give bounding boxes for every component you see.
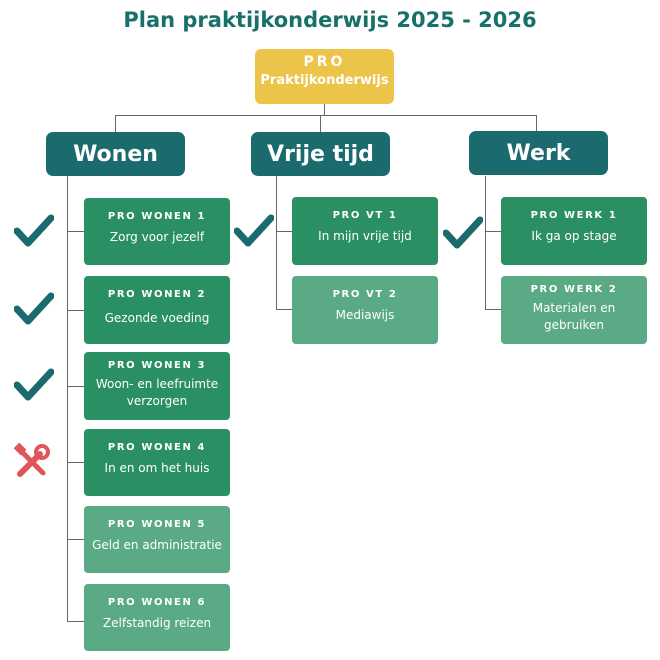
category-werk: Werk <box>469 131 608 175</box>
card-pro-werk-1[interactable] <box>501 197 647 265</box>
card-label: Geld en administratie <box>92 538 222 552</box>
card-label: Materialen en gebruiken <box>532 301 616 332</box>
check-icon <box>14 212 54 248</box>
card-pro-wonen-4[interactable] <box>84 429 230 496</box>
connector-wonen <box>115 115 116 132</box>
card-label: Mediawijs <box>335 308 395 322</box>
check-icon <box>14 290 54 326</box>
card-label: In mijn vrije tijd <box>318 229 412 243</box>
card-code: PRO WONEN 1 <box>107 211 207 222</box>
card-pro-werk-2[interactable] <box>501 276 647 344</box>
werk-branch-2 <box>485 309 501 310</box>
wonen-trunk <box>67 176 68 622</box>
wonen-branch-6 <box>67 621 84 622</box>
card-code: PRO WERK 1 <box>530 210 618 221</box>
card-label: Woon- en leefruimte verzorgen <box>95 377 219 408</box>
connector-vrije-tijd <box>320 115 321 132</box>
wonen-branch-5 <box>67 539 84 540</box>
card-label: Zelfstandig reizen <box>102 616 212 630</box>
wonen-branch-2 <box>67 310 84 311</box>
card-label: Gezonde voeding <box>104 311 210 325</box>
card-code: PRO WONEN 3 <box>107 360 207 371</box>
card-code: PRO WONEN 2 <box>107 289 207 300</box>
connector-horizontal <box>115 115 536 116</box>
card-label: In en om het huis <box>104 461 210 475</box>
category-vrije-tijd: Vrije tijd <box>251 132 390 176</box>
check-icon <box>234 212 274 248</box>
werk-branch-1 <box>485 231 501 232</box>
page-title: Plan praktijkonderwijs 2025 - 2026 <box>123 8 537 32</box>
wonen-branch-3 <box>67 386 84 387</box>
card-code: PRO WERK 2 <box>530 284 618 295</box>
connector-root-down <box>324 104 325 115</box>
connector-werk <box>536 115 537 132</box>
card-label: Zorg voor jezelf <box>109 230 205 244</box>
card-code: PRO VT 2 <box>332 289 398 300</box>
card-pro-wonen-1[interactable] <box>84 198 230 265</box>
card-pro-wonen-5[interactable] <box>84 506 230 573</box>
card-code: PRO WONEN 5 <box>107 519 207 530</box>
root-code: PRO <box>303 54 346 70</box>
werk-trunk <box>485 176 486 310</box>
card-pro-wonen-3[interactable] <box>84 352 230 420</box>
card-code: PRO WONEN 6 <box>107 597 207 608</box>
card-code: PRO VT 1 <box>332 210 398 221</box>
vrije-tijd-branch-1 <box>276 231 292 232</box>
check-icon <box>443 214 483 250</box>
vrije-tijd-trunk <box>276 176 277 310</box>
root-node <box>255 49 394 104</box>
card-label: Ik ga op stage <box>531 229 617 243</box>
wonen-branch-1 <box>67 231 84 232</box>
card-code: PRO WONEN 4 <box>107 442 207 453</box>
card-pro-vt-2[interactable] <box>292 276 438 344</box>
category-wonen: Wonen <box>46 132 185 176</box>
wonen-branch-4 <box>67 462 84 463</box>
tools-icon <box>12 442 52 482</box>
root-name: Praktijkonderwijs <box>260 73 389 88</box>
card-pro-vt-1[interactable] <box>292 197 438 265</box>
card-pro-wonen-6[interactable] <box>84 584 230 651</box>
card-pro-wonen-2[interactable] <box>84 276 230 344</box>
check-icon <box>14 366 54 402</box>
vrije-tijd-branch-2 <box>276 309 292 310</box>
